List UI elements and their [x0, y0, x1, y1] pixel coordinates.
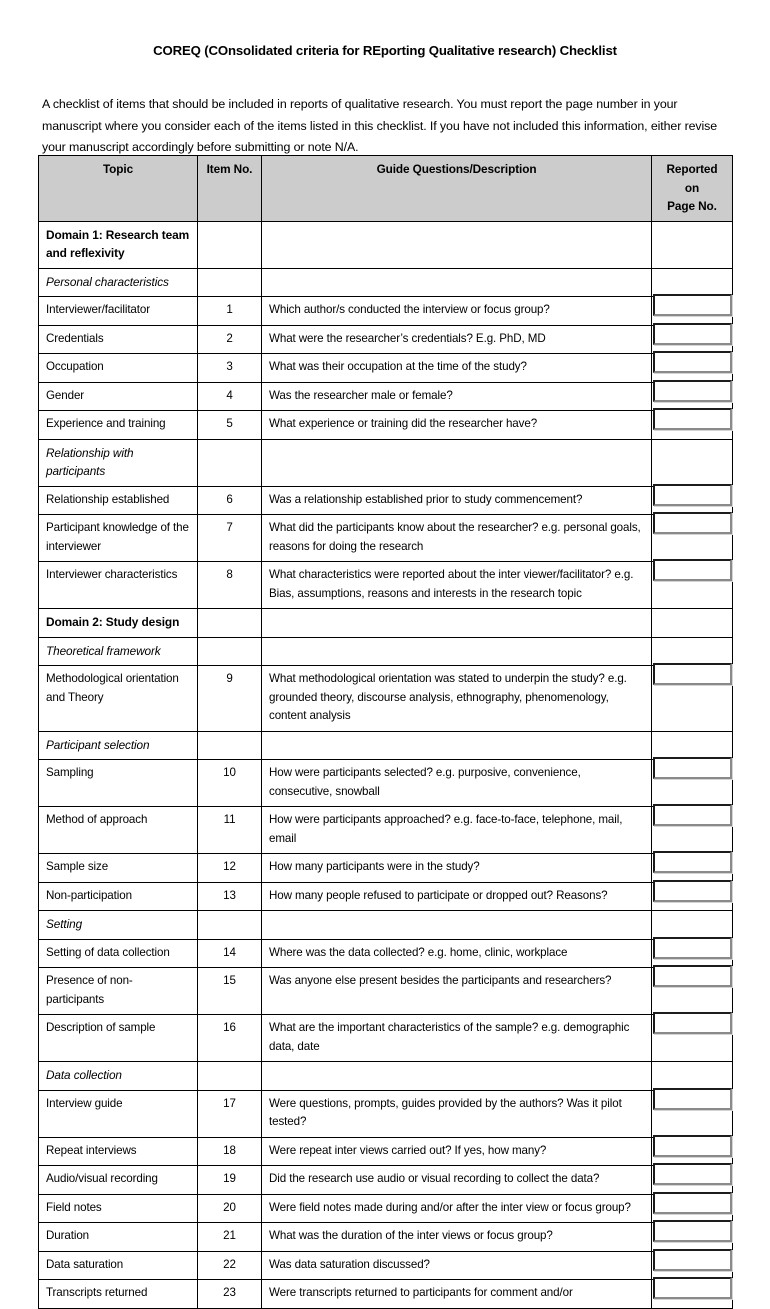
- row-topic: Sampling: [39, 760, 198, 807]
- table-row: [39, 666, 733, 732]
- subsection-heading-label: Data collection: [39, 1062, 198, 1091]
- page-number-form-field[interactable]: [653, 484, 732, 506]
- row-reported-page-cell[interactable]: [652, 515, 733, 562]
- row-topic: Presence of non-participants: [39, 968, 198, 1015]
- table-row: [39, 411, 733, 440]
- page-number-form-field[interactable]: [653, 1220, 732, 1242]
- row-topic: Interviewer characteristics: [39, 562, 198, 609]
- row-item-number: 10: [198, 760, 262, 807]
- row-reported-page-cell[interactable]: [652, 666, 733, 732]
- table-header-row: [39, 156, 733, 222]
- heading-spacer-cell: [652, 268, 733, 297]
- domain-heading-row: [39, 221, 733, 268]
- heading-spacer-cell: [198, 1062, 262, 1091]
- row-reported-page-cell[interactable]: [652, 1166, 733, 1195]
- page-number-form-field[interactable]: [653, 1088, 732, 1110]
- page-title: COREQ (COnsolidated criteria for REporting Qualitative research) Checklist: [153, 43, 617, 58]
- table-row: [39, 1137, 733, 1166]
- heading-spacer-cell: [652, 731, 733, 760]
- row-topic: Interviewer/facilitator: [39, 297, 198, 326]
- heading-spacer-cell: [198, 609, 262, 638]
- row-guide-question: Was the researcher male or female?: [262, 382, 652, 411]
- page-number-form-field[interactable]: [653, 880, 732, 902]
- row-reported-page-cell[interactable]: [652, 411, 733, 440]
- row-item-number: 17: [198, 1090, 262, 1137]
- subsection-heading-row: [39, 439, 733, 486]
- row-topic: Experience and training: [39, 411, 198, 440]
- subsection-heading-row: [39, 637, 733, 666]
- row-guide-question: How were participants approached? e.g. face-to-face, telephone, mail, email: [262, 807, 652, 854]
- row-reported-page-cell[interactable]: [652, 562, 733, 609]
- column-header-guide-questions: Guide Questions/Description: [262, 156, 652, 222]
- row-guide-question: What were the researcher’s credentials? E.g. PhD, MD: [262, 325, 652, 354]
- row-topic: Non-participation: [39, 882, 198, 911]
- subsection-heading-row: [39, 268, 733, 297]
- row-guide-question: How many participants were in the study?: [262, 854, 652, 883]
- row-topic: Setting of data collection: [39, 939, 198, 968]
- row-reported-page-cell[interactable]: [652, 939, 733, 968]
- row-topic: Occupation: [39, 354, 198, 383]
- subsection-heading-row: [39, 1062, 733, 1091]
- row-reported-page-cell[interactable]: [652, 968, 733, 1015]
- heading-spacer-cell: [262, 731, 652, 760]
- table-row: [39, 1015, 733, 1062]
- heading-spacer-cell: [198, 637, 262, 666]
- heading-spacer-cell: [262, 439, 652, 486]
- row-topic: Credentials: [39, 325, 198, 354]
- row-item-number: 9: [198, 666, 262, 732]
- page-number-form-field[interactable]: [653, 937, 732, 959]
- table-row: [39, 562, 733, 609]
- table-row: [39, 1251, 733, 1280]
- row-guide-question: How many people refused to participate or dropped out? Reasons?: [262, 882, 652, 911]
- row-item-number: 16: [198, 1015, 262, 1062]
- row-topic: Methodological orientation and Theory: [39, 666, 198, 732]
- subsection-heading-label: Setting: [39, 911, 198, 940]
- row-item-number: 12: [198, 854, 262, 883]
- page-number-form-field[interactable]: [653, 512, 732, 534]
- table-row: [39, 854, 733, 883]
- heading-spacer-cell: [262, 609, 652, 638]
- row-item-number: 2: [198, 325, 262, 354]
- table-row: [39, 1280, 733, 1309]
- table-row: [39, 297, 733, 326]
- row-reported-page-cell[interactable]: [652, 807, 733, 854]
- row-item-number: 7: [198, 515, 262, 562]
- intro-paragraph: A checklist of items that should be included in reports of qualitative research. You must report the page number in your manuscript where you consider each of the items listed in this checklist. If you have not included this information, either revise your manuscript accordingly before submitting or note N/A.: [42, 97, 718, 155]
- row-item-number: 15: [198, 968, 262, 1015]
- page-number-form-field[interactable]: [653, 1192, 732, 1214]
- domain-heading-label: Domain 2: Study design: [39, 609, 198, 638]
- row-item-number: 8: [198, 562, 262, 609]
- subsection-heading-label: Participant selection: [39, 731, 198, 760]
- row-guide-question: Was a relationship established prior to study commencement?: [262, 486, 652, 515]
- heading-spacer-cell: [262, 637, 652, 666]
- row-item-number: 21: [198, 1223, 262, 1252]
- subsection-heading-label: Relationship with participants: [39, 439, 198, 486]
- row-item-number: 19: [198, 1166, 262, 1195]
- heading-spacer-cell: [652, 911, 733, 940]
- heading-spacer-cell: [198, 911, 262, 940]
- page-number-form-field[interactable]: [653, 965, 732, 987]
- heading-spacer-cell: [198, 731, 262, 760]
- row-reported-page-cell[interactable]: [652, 1015, 733, 1062]
- row-guide-question: What experience or training did the researcher have?: [262, 411, 652, 440]
- row-topic: Participant knowledge of the interviewer: [39, 515, 198, 562]
- page-number-form-field[interactable]: [653, 351, 732, 373]
- row-guide-question: Were field notes made during and/or after the inter view or focus group?: [262, 1194, 652, 1223]
- row-reported-page-cell[interactable]: [652, 854, 733, 883]
- page-number-form-field[interactable]: [653, 323, 732, 345]
- row-guide-question: Where was the data collected? e.g. home, clinic, workplace: [262, 939, 652, 968]
- heading-spacer-cell: [262, 221, 652, 268]
- row-item-number: 5: [198, 411, 262, 440]
- subsection-heading-row: [39, 731, 733, 760]
- subsection-heading-label: Personal characteristics: [39, 268, 198, 297]
- row-topic: Data saturation: [39, 1251, 198, 1280]
- row-topic: Audio/visual recording: [39, 1166, 198, 1195]
- row-guide-question: Were transcripts returned to participants for comment and/or: [262, 1280, 652, 1309]
- page-number-form-field[interactable]: [653, 408, 732, 430]
- row-item-number: 14: [198, 939, 262, 968]
- row-reported-page-cell[interactable]: [652, 1251, 733, 1280]
- table-row: [39, 382, 733, 411]
- heading-spacer-cell: [652, 439, 733, 486]
- row-item-number: 4: [198, 382, 262, 411]
- row-item-number: 11: [198, 807, 262, 854]
- coreq-checklist-table: [38, 155, 733, 1309]
- row-reported-page-cell[interactable]: [652, 382, 733, 411]
- row-guide-question: How were participants selected? e.g. purposive, convenience, consecutive, snowball: [262, 760, 652, 807]
- row-topic: Transcripts returned: [39, 1280, 198, 1309]
- row-guide-question: What methodological orientation was stated to underpin the study? e.g. grounded theory, discourse analysis, ethnography, phenomenology, content analysis: [262, 666, 652, 732]
- table-row: [39, 807, 733, 854]
- column-header-topic: Topic: [39, 156, 198, 222]
- reported-on-line1: Reported on: [666, 162, 718, 195]
- row-reported-page-cell[interactable]: [652, 760, 733, 807]
- row-topic: Interview guide: [39, 1090, 198, 1137]
- page-number-form-field[interactable]: [653, 559, 732, 581]
- page-number-form-field[interactable]: [653, 663, 732, 685]
- page-number-form-field[interactable]: [653, 1163, 732, 1185]
- row-topic: Method of approach: [39, 807, 198, 854]
- row-topic: Repeat interviews: [39, 1137, 198, 1166]
- table-row: [39, 354, 733, 383]
- row-guide-question: What was their occupation at the time of the study?: [262, 354, 652, 383]
- page-number-form-field[interactable]: [653, 294, 732, 316]
- heading-spacer-cell: [262, 911, 652, 940]
- row-topic: Relationship established: [39, 486, 198, 515]
- row-reported-page-cell[interactable]: [652, 486, 733, 515]
- table-row: [39, 1194, 733, 1223]
- domain-heading-row: [39, 609, 733, 638]
- page-number-form-field[interactable]: [653, 380, 732, 402]
- row-guide-question: What did the participants know about the researcher? e.g. personal goals, reasons for doing the research: [262, 515, 652, 562]
- heading-spacer-cell: [262, 268, 652, 297]
- heading-spacer-cell: [652, 637, 733, 666]
- table-row: [39, 325, 733, 354]
- page-number-form-field[interactable]: [653, 1135, 732, 1157]
- column-header-reported-on-page-no: [652, 156, 733, 222]
- row-item-number: 3: [198, 354, 262, 383]
- row-reported-page-cell[interactable]: [652, 1223, 733, 1252]
- page-number-form-field[interactable]: [653, 804, 732, 826]
- page-number-form-field[interactable]: [653, 1249, 732, 1271]
- heading-spacer-cell: [652, 1062, 733, 1091]
- reported-on-line2: Page No.: [667, 199, 717, 213]
- table-row: [39, 1223, 733, 1252]
- column-header-item-no: Item No.: [198, 156, 262, 222]
- table-row: [39, 760, 733, 807]
- row-guide-question: Was data saturation discussed?: [262, 1251, 652, 1280]
- row-item-number: 23: [198, 1280, 262, 1309]
- row-guide-question: What was the duration of the inter views or focus group?: [262, 1223, 652, 1252]
- table-row: [39, 968, 733, 1015]
- row-topic: Gender: [39, 382, 198, 411]
- table-row: [39, 515, 733, 562]
- page-number-form-field[interactable]: [653, 1277, 732, 1299]
- heading-spacer-cell: [652, 609, 733, 638]
- row-item-number: 18: [198, 1137, 262, 1166]
- table-row: [39, 939, 733, 968]
- row-reported-page-cell[interactable]: [652, 1137, 733, 1166]
- row-guide-question: What are the important characteristics of the sample? e.g. demographic data, date: [262, 1015, 652, 1062]
- row-topic: Sample size: [39, 854, 198, 883]
- row-reported-page-cell[interactable]: [652, 1194, 733, 1223]
- heading-spacer-cell: [198, 221, 262, 268]
- subsection-heading-label: Theoretical framework: [39, 637, 198, 666]
- row-item-number: 13: [198, 882, 262, 911]
- row-reported-page-cell[interactable]: [652, 297, 733, 326]
- row-item-number: 22: [198, 1251, 262, 1280]
- row-reported-page-cell[interactable]: [652, 882, 733, 911]
- row-guide-question: What characteristics were reported about the inter viewer/facilitator? e.g. Bias, assumptions, reasons and interests in the research topic: [262, 562, 652, 609]
- table-row: [39, 882, 733, 911]
- page-number-form-field[interactable]: [653, 757, 732, 779]
- row-item-number: 1: [198, 297, 262, 326]
- heading-spacer-cell: [652, 221, 733, 268]
- page-number-form-field[interactable]: [653, 851, 732, 873]
- page-number-form-field[interactable]: [653, 1012, 732, 1034]
- table-body: [39, 221, 733, 1308]
- subsection-heading-row: [39, 911, 733, 940]
- row-topic: Field notes: [39, 1194, 198, 1223]
- row-reported-page-cell[interactable]: [652, 325, 733, 354]
- row-guide-question: Was anyone else present besides the participants and researchers?: [262, 968, 652, 1015]
- heading-spacer-cell: [198, 268, 262, 297]
- domain-heading-label: Domain 1: Research team and reflexivity: [39, 221, 198, 268]
- row-topic: Duration: [39, 1223, 198, 1252]
- table-row: [39, 486, 733, 515]
- row-topic: Description of sample: [39, 1015, 198, 1062]
- row-guide-question: Were repeat inter views carried out? If yes, how many?: [262, 1137, 652, 1166]
- row-reported-page-cell[interactable]: [652, 1090, 733, 1137]
- row-guide-question: Were questions, prompts, guides provided by the authors? Was it pilot tested?: [262, 1090, 652, 1137]
- table-row: [39, 1090, 733, 1137]
- row-reported-page-cell[interactable]: [652, 354, 733, 383]
- row-guide-question: Which author/s conducted the interview or focus group?: [262, 297, 652, 326]
- row-item-number: 20: [198, 1194, 262, 1223]
- table-header: [39, 156, 733, 222]
- row-item-number: 6: [198, 486, 262, 515]
- table-row: [39, 1166, 733, 1195]
- heading-spacer-cell: [198, 439, 262, 486]
- heading-spacer-cell: [262, 1062, 652, 1091]
- row-guide-question: Did the research use audio or visual recording to collect the data?: [262, 1166, 652, 1195]
- row-reported-page-cell[interactable]: [652, 1280, 733, 1309]
